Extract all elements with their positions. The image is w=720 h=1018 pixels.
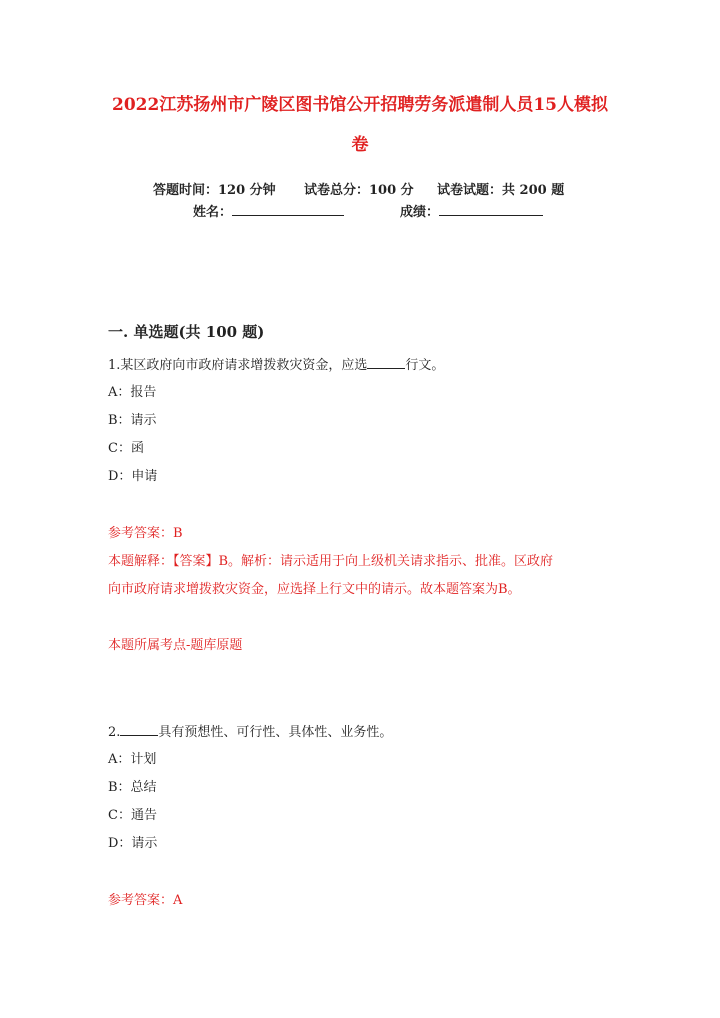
name-label: 姓名： bbox=[193, 205, 233, 220]
option-b: B：请示 bbox=[108, 413, 157, 428]
exam-title-line-1: 2022江苏扬州市广陵区图书馆公开招聘劳务派遣制人员15人模拟 bbox=[112, 95, 608, 115]
fill-blank bbox=[367, 356, 405, 369]
option-b: B：总结 bbox=[108, 780, 157, 795]
question-stem-prefix: 2. bbox=[108, 725, 121, 740]
fill-blank bbox=[120, 723, 158, 736]
question-stem-prefix: 1.某区政府向市政府请求增拨救灾资金，应选 bbox=[108, 358, 368, 373]
explanation-line-2: 向市政府请求增拨救灾资金，应选择上行文中的请示。故本题答案为B。 bbox=[108, 582, 521, 597]
score-label: 成绩： bbox=[400, 205, 440, 220]
option-c: C：函 bbox=[108, 441, 144, 456]
question-stem-suffix: 具有预想性、可行性、具体性、业务性。 bbox=[158, 725, 393, 740]
name-field bbox=[193, 202, 344, 222]
question-stem bbox=[108, 723, 392, 742]
option-d: D：请示 bbox=[108, 836, 158, 851]
exam-title-line-2: 卷 bbox=[351, 135, 369, 155]
score-field bbox=[400, 202, 543, 222]
exam-time: 答题时间：120 分钟 bbox=[153, 183, 276, 198]
section-title: 一. 单选题(共 100 题) bbox=[108, 323, 265, 341]
reference-answer: 参考答案：B bbox=[108, 526, 183, 541]
question-stem bbox=[108, 356, 444, 375]
question-stem-suffix: 行文。 bbox=[405, 358, 445, 373]
name-blank bbox=[232, 202, 344, 216]
option-a: A：报告 bbox=[108, 385, 157, 400]
exam-question-count: 试卷试题：共 200 题 bbox=[437, 183, 565, 198]
option-c: C：通告 bbox=[108, 808, 157, 823]
score-blank bbox=[439, 202, 543, 216]
exam-total-score: 试卷总分：100 分 bbox=[304, 183, 414, 198]
question-source: 本题所属考点-题库原题 bbox=[108, 638, 243, 653]
reference-answer: 参考答案：A bbox=[108, 893, 183, 908]
option-d: D：申请 bbox=[108, 469, 158, 484]
explanation-line-1: 本题解释：【答案】B。解析：请示适用于向上级机关请求指示、批准。区政府 bbox=[108, 554, 554, 569]
option-a: A：计划 bbox=[108, 752, 157, 767]
